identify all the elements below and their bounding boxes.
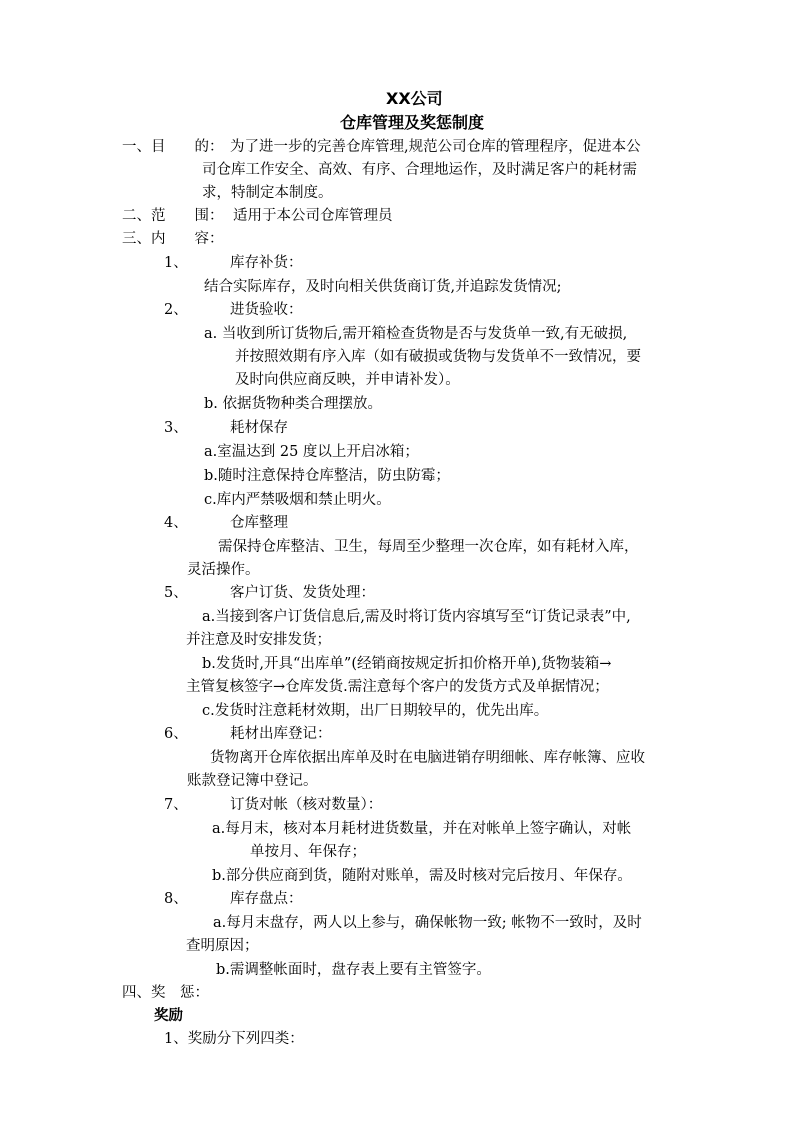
item-5-a-line-1: a.当接到客户订货信息后,需及时将订货内容填写至“订货记录表”中, — [202, 609, 631, 625]
item-1-text: 结合实际库存，及时向相关供货商订货,并追踪发货情况; — [204, 279, 562, 295]
section-4-line-1: 1、奖励分下列四类： — [164, 1031, 304, 1047]
item-6-number: 6、 — [164, 726, 188, 742]
item-8-b: b.需调整帐面时，盘存表上要有主管签字。 — [216, 962, 491, 978]
item-2-a-line-3: 及时向供应商反映，并申请补发）。 — [235, 372, 460, 388]
item-7-heading: 订货对帐（核对数量）： — [230, 797, 383, 813]
item-5-number: 5、 — [164, 585, 188, 601]
item-4-line-2: 灵活操作。 — [187, 562, 260, 578]
item-3-number: 3、 — [164, 420, 188, 436]
item-6-line-2: 账款登记簿中登记。 — [187, 773, 318, 789]
item-7-number: 7、 — [164, 797, 188, 813]
item-8-a-line-1: a.每月末盘存，两人以上参与，确保帐物一致; 帐物不一致时，及时 — [213, 915, 642, 931]
company-name: XX公司 — [386, 89, 443, 108]
item-3-b: b.随时注意保持仓库整洁，防虫防霉； — [204, 468, 450, 484]
item-5-heading: 客户订货、发货处理： — [230, 585, 375, 601]
item-7-b: b.部分供应商到货，随附对账单，需及时核对完后按月、年保存。 — [212, 868, 632, 884]
item-2-b-line-1: b. 依据货物种类合理摆放。 — [204, 396, 382, 412]
section-2-label: 二、范 围： — [122, 208, 224, 224]
section-1-line-3: 求，特制定本制度。 — [202, 185, 333, 201]
item-3-heading: 耗材保存 — [230, 420, 288, 436]
section-2-text: 适用于本公司仓库管理员 — [233, 208, 393, 224]
item-1-number: 1、 — [164, 255, 188, 271]
item-5-c: c.发货时注意耗材效期，出厂日期较早的，优先出库。 — [202, 703, 549, 719]
item-4-heading: 仓库整理 — [230, 515, 288, 531]
item-6-line-1: 货物离开仓库依据出库单及时在电脑进销存明细帐、库存帐簿、应收 — [210, 750, 645, 766]
section-1-line-2: 司仓库工作安全、高效、有序、合理地运作，及时满足客户的耗材需 — [202, 162, 637, 178]
item-5-b-line-1: b.发货时,开具“出库单”(经销商按规定折扣价格开单),货物装箱→ — [202, 656, 612, 672]
section-4-label: 四、奖 惩： — [122, 985, 209, 1001]
item-6-heading: 耗材出库登记： — [230, 726, 332, 742]
item-8-a-line-2: 查明原因； — [186, 938, 259, 954]
item-3-c: c.库内严禁吸烟和禁止明火。 — [204, 492, 391, 508]
item-5-b-line-2: 主管复核签字→仓库发货.需注意每个客户的发货方式及单据情况； — [186, 679, 609, 695]
section-1-label: 一、目 的： — [122, 139, 224, 155]
item-2-number: 2、 — [164, 302, 188, 318]
document-title: 仓库管理及奖惩制度 — [340, 113, 485, 132]
section-1-line-1: 为了进一步的完善仓库管理,规范公司仓库的管理程序，促进本公 — [230, 139, 641, 155]
item-8-number: 8、 — [164, 891, 188, 907]
item-8-heading: 库存盘点： — [230, 891, 303, 907]
item-7-a-line-1: a.每月末，核对本月耗材进货数量，并在对帐单上签字确认，对帐 — [212, 821, 632, 837]
section-3-label: 三、内 容： — [122, 231, 224, 247]
item-2-a-line-2: 并按照效期有序入库（如有破损或货物与发货单不一致情况，要 — [235, 349, 641, 365]
section-4-subheading: 奖励 — [154, 1007, 183, 1024]
item-3-a: a.室温达到 25 度以上开启冰箱； — [204, 444, 419, 460]
item-7-a-line-2: 单按月、年保存； — [250, 844, 366, 860]
item-4-line-1: 需保持仓库整洁、卫生，每周至少整理一次仓库，如有耗材入库， — [218, 539, 639, 555]
item-1-heading: 库存补货： — [230, 255, 303, 271]
item-4-number: 4、 — [164, 515, 188, 531]
item-5-a-line-2: 并注意及时安排发货； — [186, 632, 331, 648]
item-2-a-line-1: a. 当收到所订货物后,需开箱检查货物是否与发货单一致,有无破损, — [204, 326, 628, 342]
item-2-heading: 进货验收： — [230, 302, 303, 318]
